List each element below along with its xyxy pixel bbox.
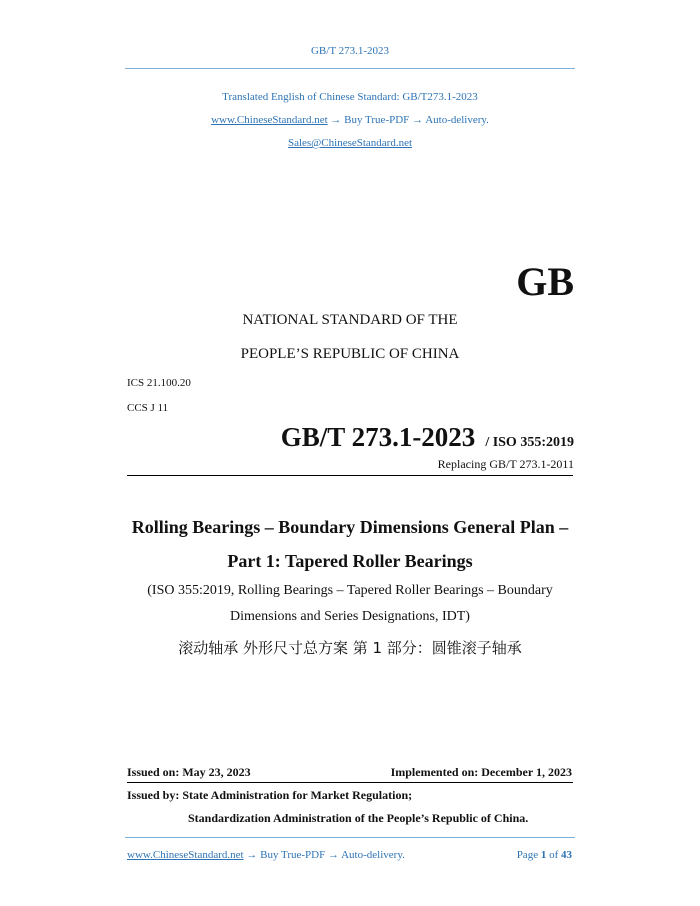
issue-divider	[127, 782, 573, 783]
iso-reference: / ISO 355:2019	[485, 435, 574, 450]
national-standard-line1: NATIONAL STANDARD OF THE	[242, 312, 458, 328]
replacing-note: Replacing GB/T 273.1-2011	[437, 457, 574, 471]
iso-equivalent-line2: Dimensions and Series Designations, IDT)	[230, 609, 470, 624]
footer-links	[127, 849, 405, 861]
header-divider	[125, 68, 575, 69]
ics-code: ICS 21.100.20	[127, 377, 191, 389]
page-indicator	[517, 849, 572, 861]
site-link[interactable]: www.ChineseStandard.net	[211, 114, 328, 126]
issued-on: Issued on: May 23, 2023	[127, 765, 251, 779]
title-divider	[127, 475, 573, 476]
document-title-line1: Rolling Bearings – Boundary Dimensions General Plan –	[131, 517, 569, 537]
issued-by-line1: Issued by: State Administration for Market Regulation;	[127, 788, 413, 802]
chinese-title: 滚动轴承 外形尺寸总方案 第 1 部分：圆锥滚子轴承	[178, 639, 522, 657]
national-standard-line2: PEOPLE’S REPUBLIC OF CHINA	[240, 346, 460, 362]
email-link[interactable]: Sales@ChineseStandard.net	[287, 137, 413, 149]
arrow-icon: →	[412, 114, 424, 126]
ccs-code: CCS J 11	[127, 402, 169, 414]
promo-links	[0, 114, 700, 126]
standard-code: GB/T 273.1-2023	[280, 422, 476, 452]
page-header-code: GB/T 273.1-2023	[310, 45, 390, 57]
issued-by-line2: Standardization Administration of the People’s Republic of China.	[188, 811, 529, 825]
footer-buy-text: → Buy True-PDF → Auto-delivery.	[246, 849, 405, 861]
document-title-line2: Part 1: Tapered Roller Bearings	[227, 551, 473, 571]
implemented-on: Implemented on: December 1, 2023	[390, 765, 572, 779]
promo-line: Translated English of Chinese Standard: GB/T273.1-2023	[222, 91, 478, 103]
footer-site-link[interactable]: www.ChineseStandard.net	[127, 849, 244, 861]
buy-pdf-text: Buy True-PDF	[344, 114, 410, 126]
page-number: 1	[540, 849, 547, 861]
arrow-icon: →	[330, 114, 342, 126]
auto-delivery-text: Auto-delivery.	[425, 114, 489, 126]
email-line	[0, 137, 700, 149]
of-label: of	[549, 849, 559, 861]
iso-equivalent-line1: (ISO 355:2019, Rolling Bearings – Tapered Roller Bearings – Boundary	[147, 583, 553, 598]
gb-mark: GB	[516, 259, 574, 304]
page-label: Page	[516, 849, 539, 861]
standard-number	[281, 422, 574, 453]
page-total: 43	[561, 849, 572, 861]
footer-divider	[125, 837, 575, 838]
